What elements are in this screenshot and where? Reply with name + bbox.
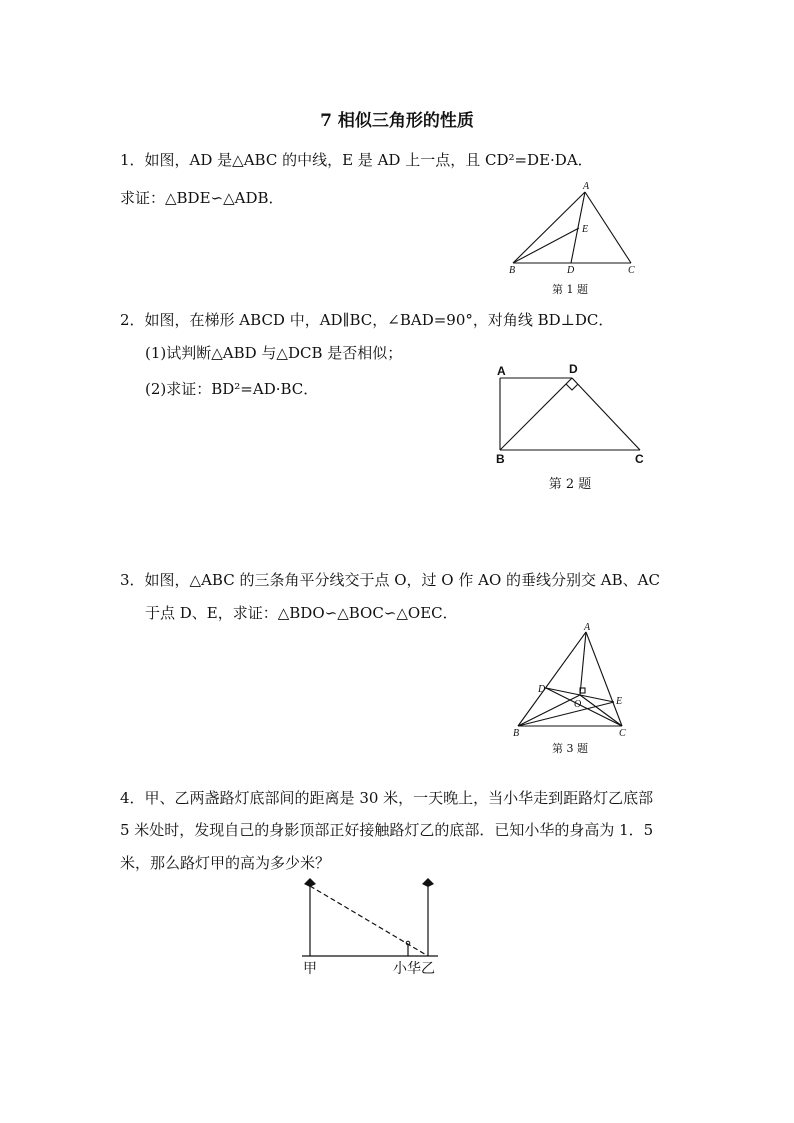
q1-point-a: A <box>583 181 590 192</box>
q2-caption: 第 2 题 <box>548 477 592 492</box>
q4-label-jia: 甲 <box>303 961 317 977</box>
q3-caption: 第 3 题 <box>552 742 588 755</box>
q2-point-c: C <box>635 452 644 466</box>
q1-point-c: C <box>628 265 635 276</box>
q3-point-b: B <box>513 728 520 739</box>
q4-line3: 米，那么路灯甲的高为多少米？ <box>120 854 331 872</box>
q3-point-a: A <box>584 622 591 633</box>
q3-point-c: C <box>619 728 626 739</box>
page-title: 7 相似三角形的性质 <box>320 111 474 131</box>
q3-line2: 于点 D、E，求证：△BDO∽△BOC∽△OEC． <box>145 604 458 622</box>
q2-point-b: B <box>496 452 505 466</box>
q4-label-yi: 乙 <box>421 961 435 977</box>
q2-line1: 2．如图，在梯形 ABCD 中，AD∥BC，∠BAD=90°，对角线 BD⊥DC． <box>120 311 614 329</box>
q1-caption: 第 1 题 <box>552 283 588 296</box>
figure-2 <box>490 360 655 470</box>
q3-line1: 3．如图，△ABC 的三条角平分线交于点 O，过 O 作 AO 的垂线分别交 AB、AC <box>120 571 660 589</box>
q2-point-a: A <box>497 364 506 378</box>
q2-line2: (1)试判断△ABD 与△DCB 是否相似； <box>145 344 403 362</box>
figure-4 <box>290 872 450 982</box>
q2-point-d: D <box>569 362 578 376</box>
q4-label-xiaohua: 小华 <box>393 961 421 977</box>
q1-point-d: D <box>567 265 575 276</box>
q3-point-o: O <box>574 699 582 710</box>
figure-3 <box>510 622 640 742</box>
q4-line1: 4．甲、乙两盏路灯底部间的距离是 30 米，一天晚上，当小华走到距路灯乙底部 <box>120 789 654 807</box>
q4-line2: 5 米处时，发现自己的身影顶部正好接触路灯乙的底部．已知小华的身高为 1．5 <box>120 821 654 839</box>
figure-1 <box>505 180 645 275</box>
q1-point-e: E <box>582 224 589 235</box>
street-lamp-jia-icon <box>304 878 316 887</box>
q1-line2: 求证：△BDE∽△ADB． <box>120 189 284 207</box>
q1-line1: 1．如图，AD 是△ABC 的中线，E 是 AD 上一点，且 CD²=DE·DA． <box>120 151 593 169</box>
street-lamp-yi-icon <box>422 878 434 887</box>
q3-point-e: E <box>616 696 623 707</box>
q2-line3: (2)求证：BD²=AD·BC． <box>145 380 319 398</box>
q1-point-b: B <box>509 265 516 276</box>
q3-point-d: D <box>538 684 546 695</box>
